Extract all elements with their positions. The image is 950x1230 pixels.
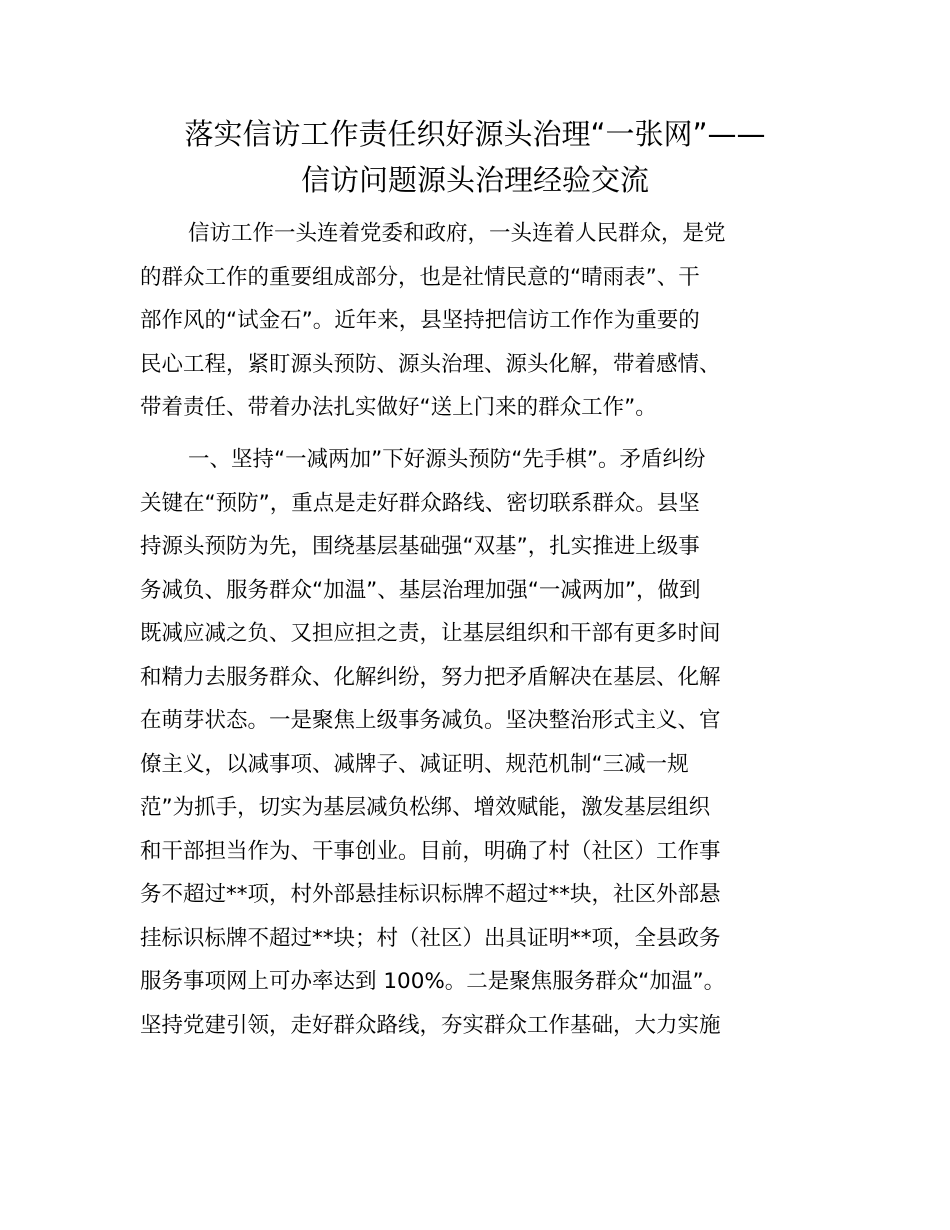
paragraph-line: 务减负、服务群众“加温”、基层治理加强“一减两加”，做到 <box>140 577 701 603</box>
document-title-line-2: 信访问题源头治理经验交流 <box>300 163 649 197</box>
paragraph-line: 信访工作一头连着党委和政府，一头连着人民群众，是党 <box>188 221 726 246</box>
paragraph-line: 在萌芽状态。一是聚焦上级事务减负。坚决整治形式主义、官 <box>140 708 721 733</box>
paragraph-line: 的群众工作的重要组成部分，也是社情民意的“晴雨表”、干 <box>140 264 700 290</box>
paragraph-line: 坚持党建引领，走好群众路线，夯实群众工作基础，大力实施 <box>140 1012 721 1038</box>
paragraph-line: 部作风的“试金石”。近年来，县坚持把信访工作作为重要的 <box>140 308 700 333</box>
paragraph-line: 一、坚持“一减两加”下好源头预防“先手棋”。矛盾纠纷 <box>188 447 706 472</box>
paragraph-line: 既减应减之负、又担应担之责，让基层组织和干部有更多时间 <box>140 621 721 646</box>
document-title-line-1: 落实信访工作责任织好源头治理“一张网”—— <box>184 117 766 151</box>
paragraph-line: 范”为抓手，切实为基层减负松绑、增效赋能，激发基层组织 <box>140 795 711 820</box>
paragraph-line: 民心工程，紧盯源头预防、源头治理、源头化解，带着感情、 <box>140 351 721 377</box>
paragraph-line: 关键在“预防”，重点是走好群众路线、密切联系群众。县坚 <box>140 490 700 516</box>
paragraph-line: 持源头预防为先，围绕基层基础强“双基”，扎实推进上级事 <box>140 534 700 559</box>
paragraph-line: 僚主义，以减事项、减牌子、减证明、规范机制“三减一规 <box>140 751 689 777</box>
paragraph-line: 挂标识标牌不超过**块；村（社区）出具证明**项，全县政务 <box>140 925 721 951</box>
paragraph-line: 带着责任、带着办法扎实做好“送上门来的群众工作”。 <box>140 395 657 420</box>
paragraph-line: 务不超过**项，村外部悬挂标识标牌不超过**块，社区外部悬 <box>140 882 721 907</box>
paragraph-line: 和干部担当作为、干事创业。目前，明确了村（社区）工作事 <box>140 838 721 864</box>
paragraph-line: 服务事项网上可办率达到 100%。二是聚焦服务群众“加温”。 <box>140 969 726 994</box>
paragraph-line: 和精力去服务群众、化解纠纷，努力把矛盾解决在基层、化解 <box>140 664 721 690</box>
